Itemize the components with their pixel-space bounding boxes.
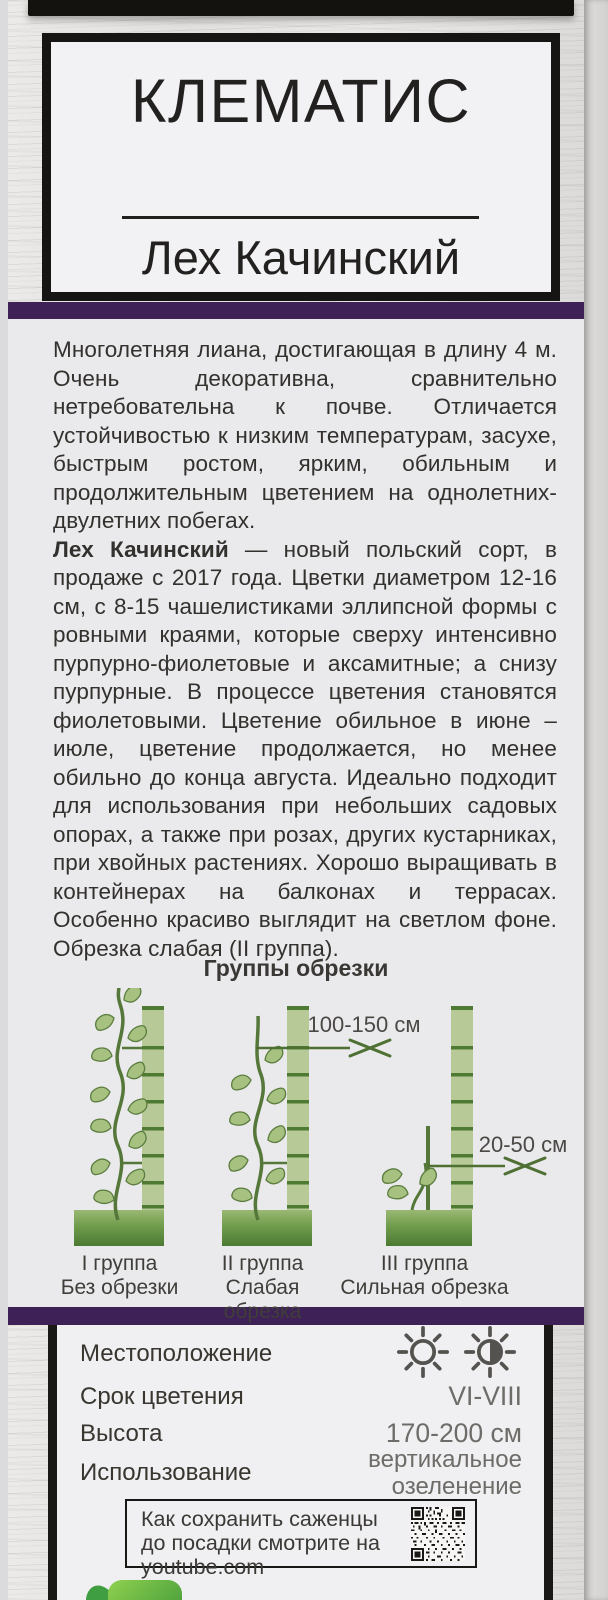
youtube-note-box — [125, 1499, 477, 1579]
ground-icon-1 — [74, 1210, 164, 1246]
plant-title: КЛЕМАТИС — [130, 67, 472, 135]
cut-height-label-1: 100-150 см — [307, 1012, 421, 1037]
group-desc: Сильная обрезка — [340, 1276, 509, 1299]
scissors-icon-1 — [350, 1040, 390, 1056]
note-line-2: до посадки смотрите на — [141, 1531, 380, 1555]
title-card — [42, 33, 560, 301]
group-label-2 — [190, 1252, 335, 1324]
group-label-3 — [332, 1252, 517, 1300]
vine-icon-group2 — [255, 1016, 287, 1220]
page-edge-right — [584, 0, 608, 1600]
sun-icon — [397, 1326, 449, 1378]
sun-half-shade-icon — [464, 1326, 516, 1378]
group-name: I группа — [81, 1252, 158, 1275]
description-paragraph-1: Многолетняя лиана, достигающая в длину 4 м. Очень декоративна, сравнительно нетребовательна к почве. Отличается устойчивостью к низким температурам, засухе, быстрым ростом, ярким, обильным и продолжительным цветением на однолетних-двулетних побегах. — [53, 337, 557, 533]
qr-code — [411, 1507, 465, 1561]
pruning-title: Группы обрезки — [203, 955, 389, 981]
cut-height-label-2: 20-50 см — [478, 1132, 568, 1157]
info-label-usage: Использование — [80, 1459, 252, 1486]
info-label-location: Местоположение — [80, 1340, 273, 1367]
variety-name: Лех Качинский — [141, 231, 461, 284]
location-icons — [397, 1326, 516, 1378]
info-label-flowering: Срок цветения — [80, 1383, 244, 1410]
accent-band-top — [8, 302, 584, 319]
info-value-usage: вертикальное озеленение — [368, 1446, 522, 1500]
group-name: III группа — [380, 1252, 469, 1275]
scissors-icon-2 — [505, 1158, 545, 1174]
description — [53, 336, 557, 963]
label-top-edge — [28, 0, 574, 16]
info-value-height: 170-200 см — [385, 1418, 522, 1448]
ruler-post-icon-3 — [451, 1006, 473, 1210]
description-paragraph-2-text: — новый польский сорт, в продаже с 2017 года. Цветки диаметром 12-16 см, с 8-15 чашелистиками эллипсной формы с ровными краями, которые сверху интенсивно пурпурно-фиолетовые и аксамитные; а снизу пурпурные. В процессе цветения становятся фиолетовыми. Цветение обильное в июне – июле, цветение продолжается, но менее обильно до конца августа. Идеально подходит для использования при небольших садовых опорах, а также при розах, других кустарниках, при хвойных растениях. Хорошо выращивать в контейнерах на балконах и террасах. Особенно красиво выглядит на светлом фоне. Обрезка слабая (II группа). — [53, 536, 557, 961]
note-text — [141, 1507, 380, 1579]
ruler-post-icon-2 — [287, 1006, 309, 1210]
group-desc: Без обрезки — [60, 1276, 179, 1299]
info-value-flowering: VI-VIII — [448, 1381, 522, 1411]
ground-icon-3 — [386, 1210, 472, 1246]
page-edge-left — [0, 0, 8, 1600]
description-paragraph-2 — [53, 536, 557, 964]
group-desc: Слабая обрезка — [223, 1276, 302, 1323]
note-line-1: Как сохранить саженцы — [141, 1507, 378, 1531]
info-label-height: Высота — [80, 1420, 163, 1447]
ground-icon-2 — [222, 1210, 312, 1246]
group-label-1 — [47, 1252, 192, 1300]
vine-icon-group3 — [412, 1126, 428, 1210]
note-line-3: youtube.com — [141, 1555, 265, 1579]
group-name: II группа — [221, 1252, 304, 1275]
brand-logo — [82, 1572, 182, 1600]
title-divider — [122, 216, 479, 219]
variety-lead: Лех Качинский — [53, 536, 229, 562]
